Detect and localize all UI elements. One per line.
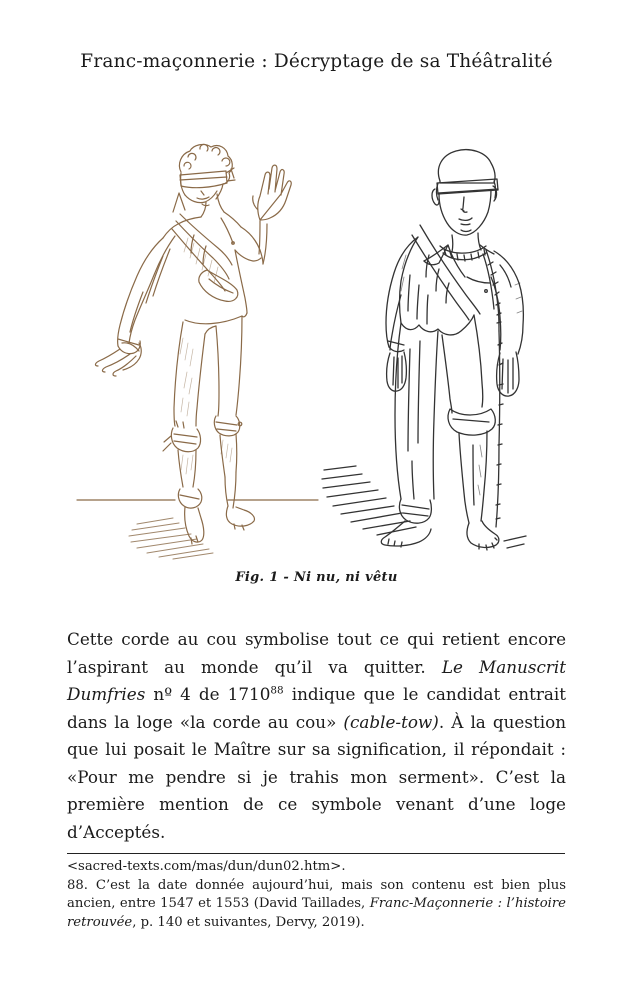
blindfolded-initiate-engraving — [75, 140, 320, 565]
footnote-divider — [67, 853, 565, 854]
footnotes-section — [67, 858, 566, 933]
page-header-title: Franc-maçonnerie : Décryptage de sa Théâtralité — [80, 51, 553, 72]
body-paragraph: Cette corde au cou symbolise tout ce qui retient encore l’aspirant au monde qu’il va quitter. Le Manuscrit Dumfries nº 4 de 1710$^{88}$ indique que le candidat entrait dans la loge «la corde au cou» (cable-tow). À la question que lui posait le Maître sur sa signification, il répondait : «Pour me pendre si je trahis mon serment». C’est la première mention de ce symbole venant d’une loge d’Acceptés. — [67, 629, 566, 842]
footnote-88: 88. C’est la date donnée aujourd’hui, mais son contenu est bien plus ancien, entre 1547 et 1553 (David Taillades, Franc-Maçonnerie : l’histoire retrouvée, p. 140 et suivantes, Dervy, 2019). — [67, 877, 566, 931]
figure-caption: Fig. 1 - Ni nu, ni vêtu — [235, 570, 398, 585]
blindfolded-candidate-drawing — [320, 145, 540, 575]
footnote-url-line: <sacred-texts.com/mas/dun/dun02.htm>. — [67, 859, 346, 874]
